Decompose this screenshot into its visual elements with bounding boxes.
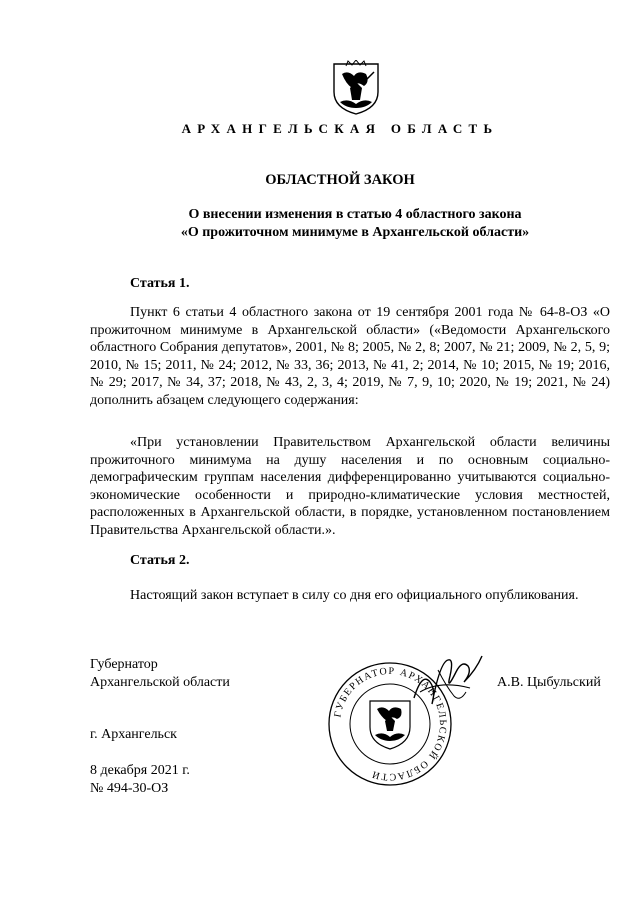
handwritten-signature — [410, 652, 488, 710]
article2-heading: Статья 2. — [130, 553, 190, 568]
seal-emblem-icon — [370, 701, 410, 749]
law-type-heading: ОБЛАСТНОЙ ЗАКОН — [265, 172, 415, 188]
law-number: № 494-30-ОЗ — [90, 781, 169, 796]
law-title-line2: «О прожиточном минимуме в Архангельской области» — [180, 225, 530, 240]
article1-quote: «При установлении Правительством Архангельской области величины прожиточного минимума на душу населения и по основным социально-демографическим группам населения дифференцированно учитываются социально-экономические особенности и природно-климатические условия местностей, расположенных в Архангельской области, в порядке, установленном постановлением Правительства Архангельской области.». — [90, 435, 610, 538]
article2-paragraph: Настоящий закон вступает в силу со дня его официального опубликования. — [130, 588, 579, 603]
law-title — [110, 206, 600, 242]
article1-heading: Статья 1. — [130, 276, 190, 291]
signatory-position-line2: Архангельской области — [90, 675, 230, 690]
seal-text: ГУБЕРНАТОР АРХАНГЕЛЬСКОЙ ОБЛАСТИ — [332, 665, 449, 783]
law-title-line1: О внесении изменения в статью 4 областного закона — [188, 207, 522, 222]
region-heading: АРХАНГЕЛЬСКАЯ ОБЛАСТЬ — [181, 121, 499, 136]
coat-of-arms-emblem-icon — [326, 60, 386, 116]
law-date: 8 декабря 2021 г. — [90, 763, 190, 778]
article1-paragraph: Пункт 6 статьи 4 областного закона от 19 сентября 2001 года № 64-8-ОЗ «О прожиточном минимуме в Архангельской области» («Ведомости Архангельского областного Собрания депутатов», 2001, № 8; 2005, № 2, 8; 2007, № 21; 2009, № 2, 5, 9; 2010, № 15; 2011, № 24; 2012, № 33, 36; 2013, № 41, 2; 2014, № 10; 2015, № 19; 2016, № 29; 2017, № 34, 37; 2018, № 43, 2, 3, 4; 2019, № 7, 9, 10; 2020, № 19; 2021, № 24) дополнить абзацем следующего содержания: — [90, 305, 610, 408]
signatory-name: А.В. Цыбульский — [497, 675, 601, 690]
signatory-position-line1: Губернатор — [90, 657, 158, 672]
city: г. Архангельск — [90, 727, 177, 742]
